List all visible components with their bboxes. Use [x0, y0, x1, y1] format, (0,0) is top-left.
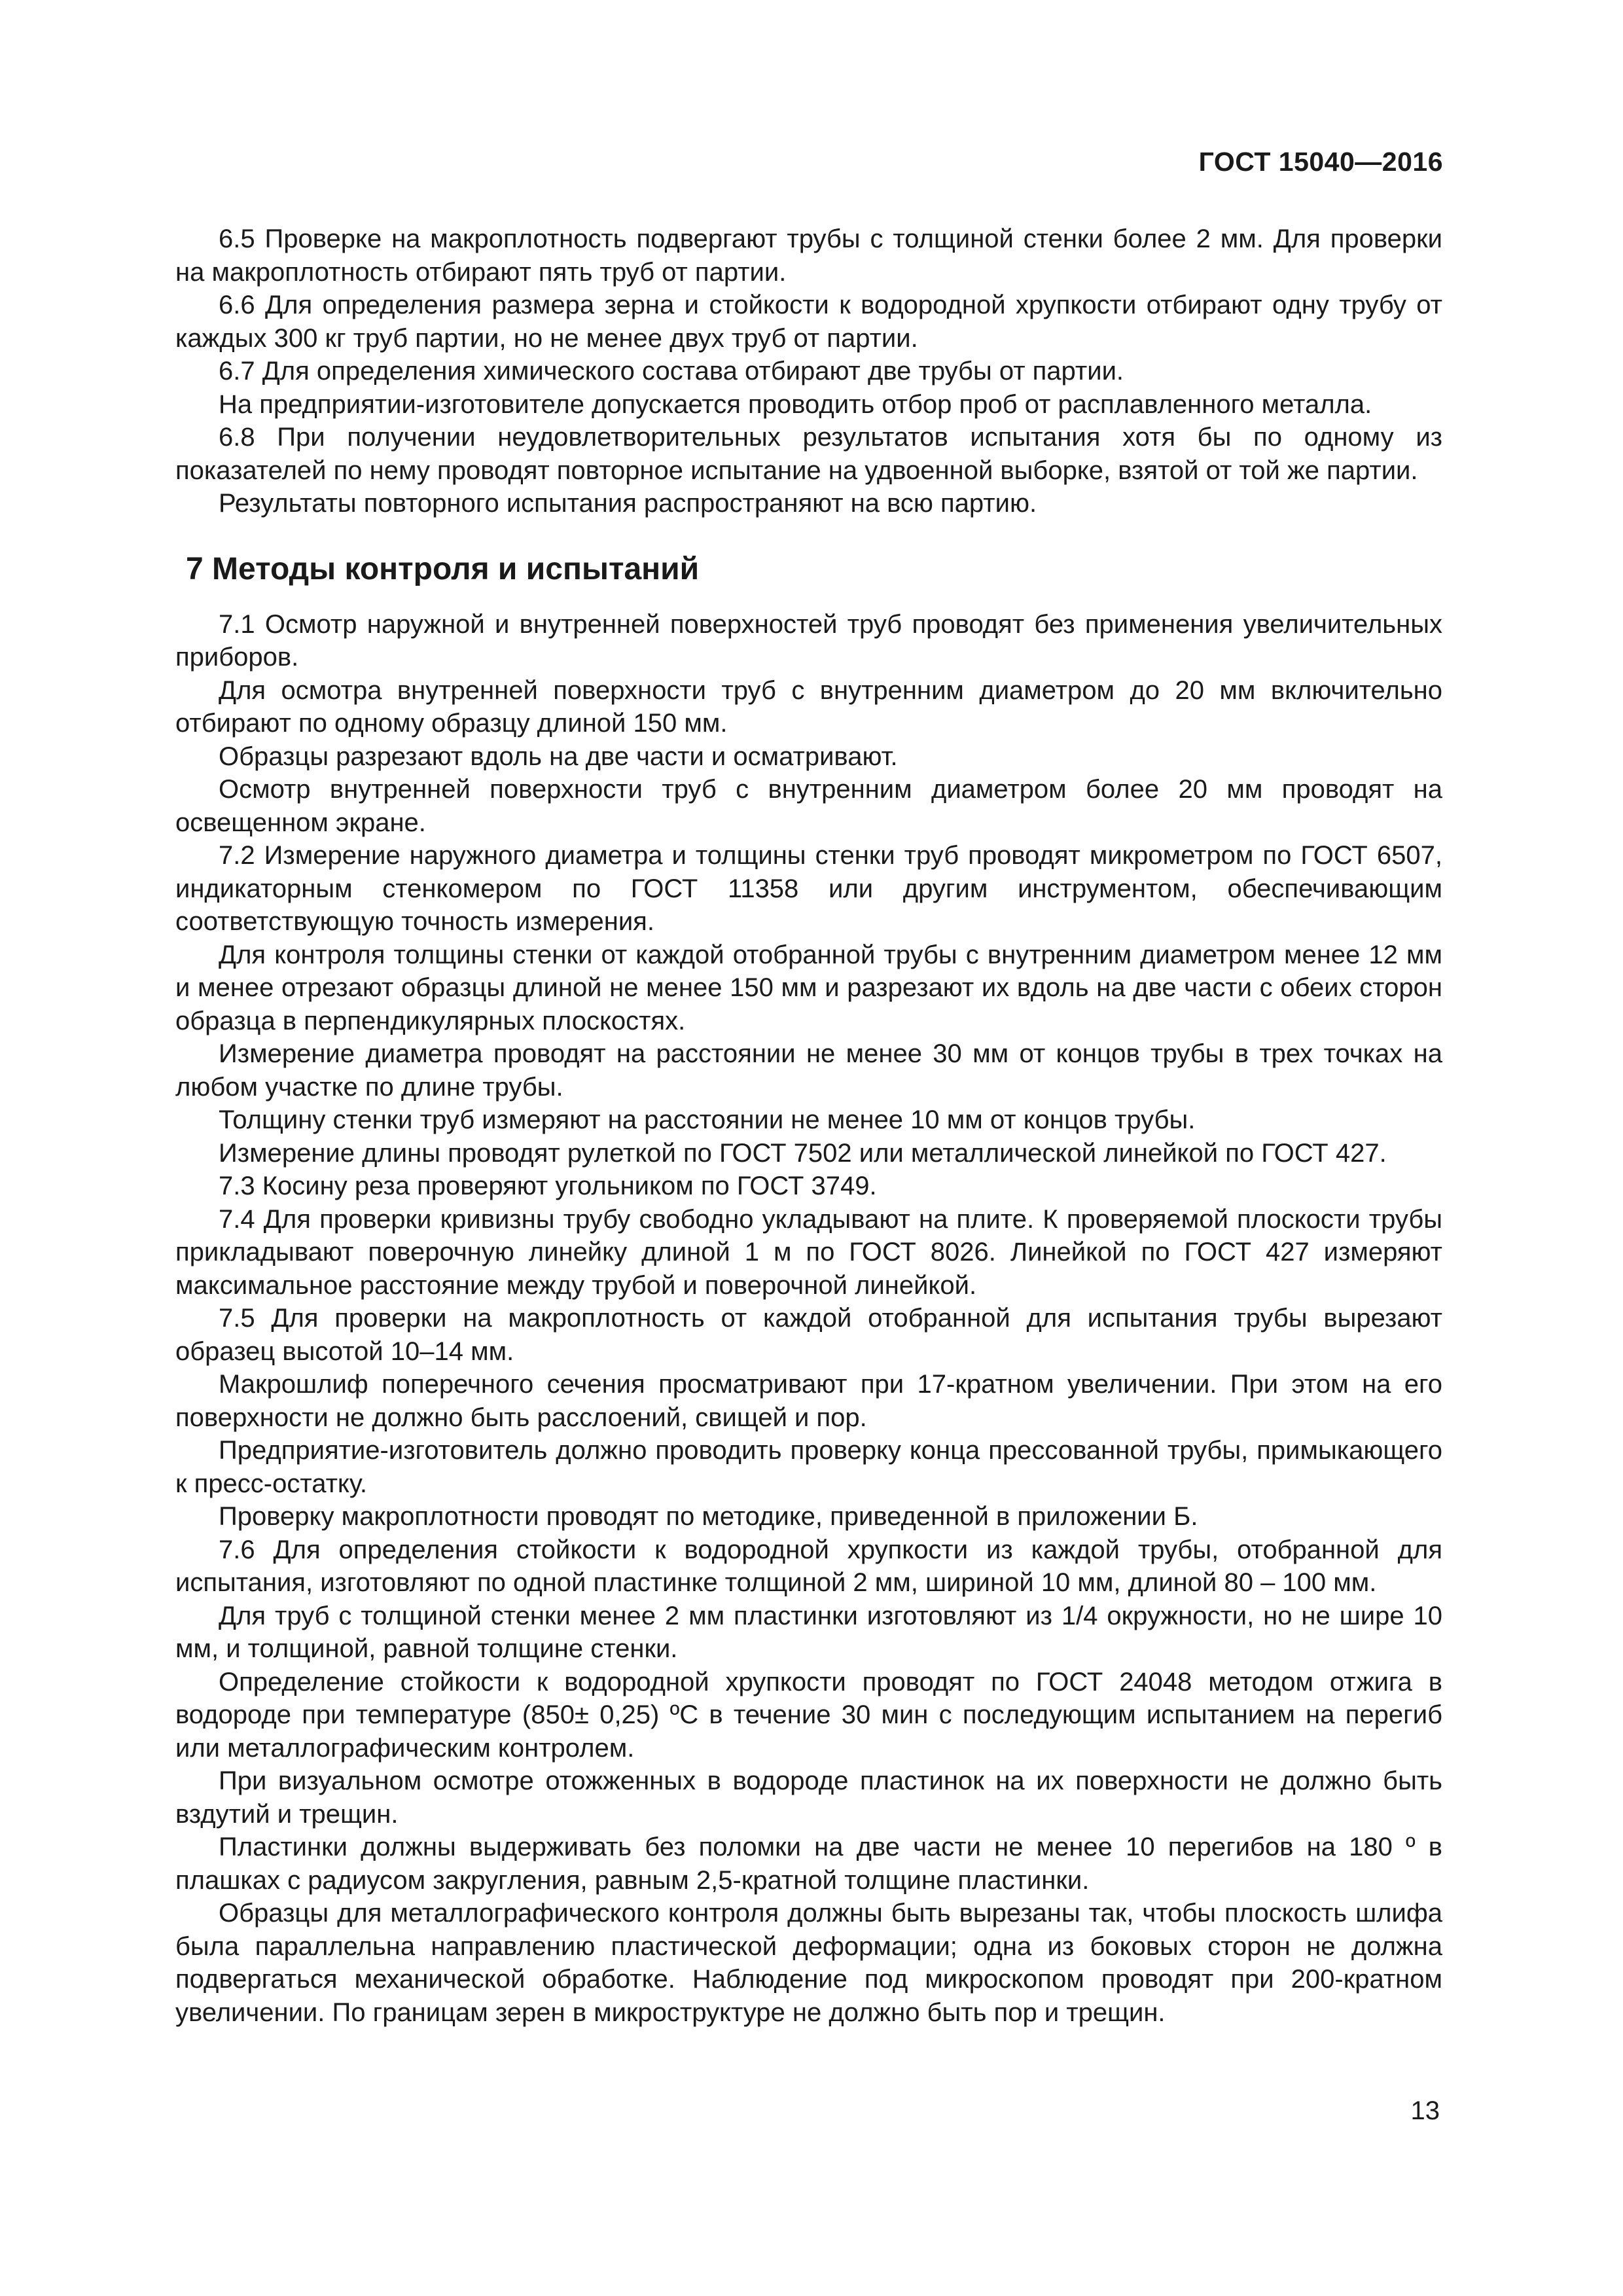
paragraph: При визуальном осмотре отожженных в водороде пластинок на их поверхности не должно быть вздутий и трещин.: [175, 1767, 1442, 1829]
page-number: 13: [1410, 2096, 1440, 2125]
paragraph: Образцы для металлографического контроля должны быть вырезаны так, чтобы плоскость шлифа была параллельна направлению пластической деформации; одна из боковых сторон не должна подвергаться механической обработке. Наблюдение под микроскопом проводят при 200-кратном увеличении. По границам зерен в микроструктуре не должно быть пор и трещин.: [175, 1899, 1442, 2027]
paragraph: Проверку макроплотности проводят по методике, приведенной в приложении Б.: [219, 1502, 1198, 1531]
paragraph-6-8: 6.8 При получении неудовлетворительных результатов испытания хотя бы по одному из показателей по нему проводят повторное испытание на удвоенной выборке, взятой от той же партии.: [175, 423, 1442, 485]
paragraph-6-7-note: На предприятии-изготовителе допускается проводить отбор проб от расплавленного металла.: [219, 389, 1372, 419]
paragraph: Для осмотра внутренней поверхности труб с внутренним диаметром до 20 мм включительно отбирают по одному образцу длиной 150 мм.: [175, 675, 1442, 738]
paragraph: Макрошлиф поперечного сечения просматривают при 17-кратном увеличении. При этом на его поверхности не должно быть расслоений, свищей и пор.: [175, 1370, 1442, 1432]
paragraph-7-5: 7.5 Для проверки на макроплотность от каждой отобранной для испытания трубы вырезают образец высотой 10–14 мм.: [175, 1304, 1442, 1366]
paragraph-6-6: 6.6 Для определения размера зерна и стойкости к водородной хрупкости отбирают одну трубу от каждых 300 кг труб партии, но не менее двух труб от партии.: [175, 291, 1442, 353]
paragraph-6-8-result: Результаты повторного испытания распространяют на всю партию.: [219, 489, 1037, 518]
paragraph: Толщину стенки труб измеряют на расстоянии не менее 10 мм от концов трубы.: [219, 1105, 1196, 1134]
paragraph: Предприятие-изготовитель должно проводить проверку конца прессованной трубы, примыкающего к пресс-остатку.: [175, 1436, 1442, 1498]
paragraph: Измерение длины проводят рулеткой по ГОСТ 7502 или металлической линейкой по ГОСТ 427.: [219, 1138, 1387, 1168]
paragraph: Осмотр внутренней поверхности труб с внутренним диаметром более 20 мм проводят на освещенном экране.: [175, 775, 1442, 837]
section-heading: 7 Методы контроля и испытаний: [186, 551, 700, 586]
document-body: [175, 223, 1442, 2029]
paragraph-7-3: 7.3 Косину реза проверяют угольником по ГОСТ 3749.: [219, 1172, 877, 1200]
paragraph: Определение стойкости к водородной хрупкости проводят по ГОСТ 24048 методом отжига в водороде при температуре (850± 0,25) ºС в течение 30 мин с последующим испытанием на перегиб или металлографическим контролем.: [175, 1667, 1442, 1763]
paragraph: Для труб с толщиной стенки менее 2 мм пластинки изготовляют из 1/4 окружности, но не шире 10 мм, и толщиной, равной толщине стенки.: [175, 1601, 1442, 1663]
paragraph-7-1: 7.1 Осмотр наружной и внутренней поверхностей труб проводят без применения увеличительных приборов.: [175, 609, 1442, 672]
paragraph-7-6: 7.6 Для определения стойкости к водородной хрупкости из каждой трубы, отобранной для испытания, изготовляют по одной пластинке толщиной 2 мм, шириной 10 мм, длиной 80 – 100 мм.: [175, 1535, 1442, 1597]
paragraph-6-5: 6.5 Проверке на макроплотность подвергают трубы с толщиной стенки более 2 мм. Для проверки на макроплотность отбирают пять труб от партии.: [175, 224, 1442, 287]
paragraph: Для контроля толщины стенки от каждой отобранной трубы с внутренним диаметром менее 12 мм и менее отрезают образцы длиной не менее 150 мм и разрезают их вдоль на две части с обеих сторон образца в перпендикулярных плоскостях.: [175, 940, 1442, 1035]
paragraph-7-2: 7.2 Измерение наружного диаметра и толщины стенки труб проводят микрометром по ГОСТ 6507, индикаторным стенкомером по ГОСТ 11358 или другим инструментом, обеспечивающим соответствующую точность измерения.: [175, 841, 1442, 936]
document-code-header: ГОСТ 15040—2016: [1198, 147, 1443, 177]
paragraph: Измерение диаметра проводят на расстоянии не менее 30 мм от концов трубы в трех точках на любом участке по длине трубы.: [175, 1039, 1442, 1102]
paragraph-6-7: 6.7 Для определения химического состава отбирают две трубы от партии.: [219, 357, 1124, 386]
paragraph-7-4: 7.4 Для проверки кривизны трубу свободно укладывают на плите. К проверяемой плоскости трубы прикладывают поверочную линейку длиной 1 м по ГОСТ 8026. Линейкой по ГОСТ 427 измеряют максимальное расстояние между трубой и поверочной линейкой.: [175, 1204, 1442, 1300]
paragraph: Пластинки должны выдерживать без поломки на две части не менее 10 перегибов на 180 º в плашках с радиусом закругления, равным 2,5-кратной толщине пластинки.: [175, 1833, 1442, 1895]
paragraph: Образцы разрезают вдоль на две части и осматривают.: [219, 742, 898, 771]
